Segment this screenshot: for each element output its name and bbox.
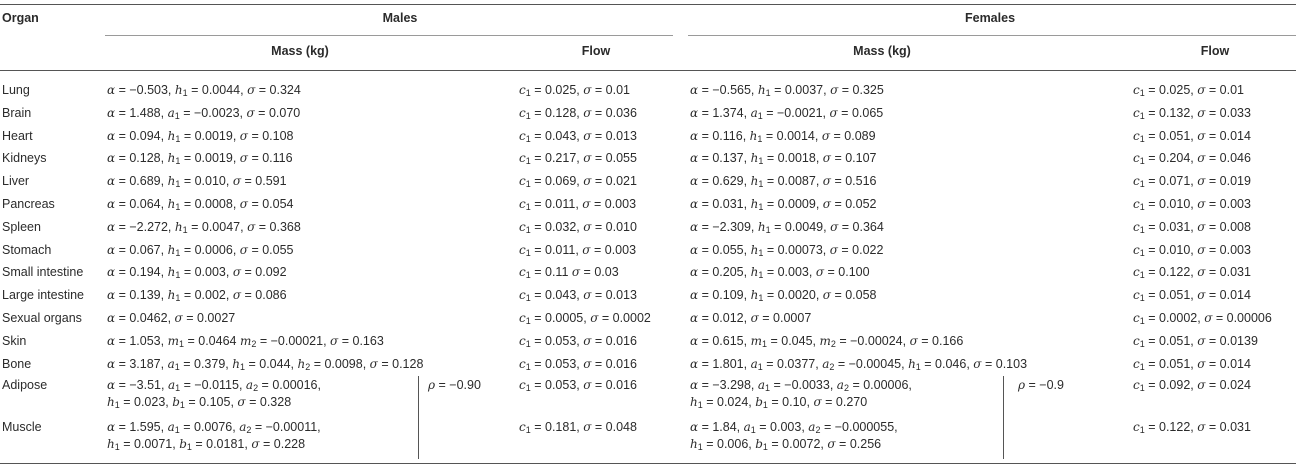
males-mass-params: α = 0.689, $h_1 = 0.010$, σ = 0.591	[107, 174, 287, 190]
females-mass-params: α = 1.374, $a_1 = -0.0021$, σ = 0.065	[690, 105, 884, 121]
females-flow-params: $c_1 = 0.0002$, σ = 0.00006	[1133, 311, 1272, 326]
header-females: Females	[964, 11, 1016, 25]
females-mass-params: α = −0.565, $h_1 = 0.0037$, σ = 0.325	[690, 83, 884, 98]
header-males: Males	[382, 11, 418, 25]
header-females-flow: Flow	[1200, 44, 1230, 58]
females-mass-params: α = 0.615, $m_1 = 0.045$, $m_2 = -0.00024$, σ = 0.166	[690, 333, 964, 349]
organ-name: Liver	[2, 174, 30, 189]
females-flow-params: $c_1 = 0.204$, σ = 0.046	[1133, 151, 1251, 167]
males-flow-params: $c_1 = 0.025$, σ = 0.01	[519, 83, 631, 98]
females-flow-params: $c_1 = 0.122$, σ = 0.031	[1133, 420, 1251, 435]
females-mass-params: α = 0.012, σ = 0.0007	[690, 311, 812, 325]
females-flow-params: $c_1 = 0.051$, σ = 0.014	[1133, 288, 1251, 304]
females-mass-params: α = 0.055, $h_1 = 0.00073$, σ = 0.022	[690, 242, 884, 258]
females-mass-params: $h_1 = 0.024$, $b_1 = 0.10$, σ = 0.270	[690, 395, 868, 410]
males-mass-params: α = −2.272, $h_1 = 0.0047$, σ = 0.368	[107, 219, 301, 235]
females-flow-params: $c_1 = 0.010$, σ = 0.003	[1133, 197, 1251, 212]
males-flow-params: $c_1 = 0.217$, σ = 0.055	[519, 151, 637, 167]
males-mass-params: α = −3.51, $a_1 = -0.0115$, $a_2 = 0.00016$,	[107, 378, 321, 393]
males-mass-params: α = 0.094, $h_1 = 0.0019$, σ = 0.108	[107, 128, 294, 144]
females-flow-params: $c_1 = 0.132$, σ = 0.033	[1133, 105, 1251, 121]
females-mass-params: α = 1.84, $a_1 = 0.003$, $a_2 = -0.000055$,	[690, 420, 898, 435]
rule-males	[105, 35, 673, 36]
males-mass-params: α = 1.053, $m_1 = 0.0464$ $m_2 = -0.00021$, σ = 0.163	[107, 333, 384, 349]
females-mass-params: α = 0.116, $h_1 = 0.0014$, σ = 0.089	[690, 128, 876, 144]
females-flow-params: $c_1 = 0.010$, σ = 0.003	[1133, 242, 1251, 258]
females-flow-params: $c_1 = 0.051$, σ = 0.014	[1133, 128, 1251, 144]
females-flow-params: $c_1 = 0.122$, σ = 0.031	[1133, 265, 1251, 281]
males-flow-params: $c_1 = 0.053$, σ = 0.016	[519, 356, 637, 372]
organ-name: Lung	[2, 83, 30, 97]
females-mass-params: α = 0.137, $h_1 = 0.0018$, σ = 0.107	[690, 151, 877, 167]
females-mass-params: α = 1.801, $a_1 = 0.0377$, $a_2 = -0.00045$, $h_1 = 0.046$, σ = 0.103	[690, 356, 1028, 372]
males-correlation: ρ = −0.90	[428, 378, 481, 392]
rule-females	[688, 35, 1296, 36]
organ-name: Skin	[2, 333, 27, 348]
rule-header	[0, 70, 1296, 71]
males-mass-params: α = −0.503, $h_1 = 0.0044$, σ = 0.324	[107, 83, 301, 98]
females-flow-params: $c_1 = 0.051$, σ = 0.014	[1133, 356, 1251, 372]
males-flow-params: $c_1 = 0.011$, σ = 0.003	[519, 242, 637, 258]
females-mass-params: α = 0.031, $h_1 = 0.0009$, σ = 0.052	[690, 197, 877, 212]
females-flow-params: $c_1 = 0.051$, σ = 0.0139	[1133, 333, 1258, 349]
males-mass-params: α = 0.139, $h_1 = 0.002$, σ = 0.086	[107, 288, 287, 304]
males-flow-params: $c_1 = 0.053$, σ = 0.016	[519, 333, 637, 349]
organ-name: Pancreas	[2, 197, 55, 211]
females-flow-params: $c_1 = 0.092$, σ = 0.024	[1133, 378, 1251, 393]
adipose-muscle-divider-females	[1003, 376, 1004, 459]
organ-name: Heart	[2, 128, 33, 143]
males-flow-params: $c_1 = 0.032$, σ = 0.010	[519, 219, 637, 235]
females-mass-params: α = −2.309, $h_1 = 0.0049$, σ = 0.364	[690, 219, 884, 235]
males-flow-params: $c_1 = 0.069$, σ = 0.021	[519, 174, 637, 190]
males-flow-params: $c_1 = 0.128$, σ = 0.036	[519, 105, 637, 121]
females-correlation: ρ = −0.9	[1018, 378, 1064, 392]
adipose-muscle-divider-males	[418, 376, 419, 459]
organ-name: Muscle	[2, 420, 42, 434]
males-mass-params: $h_1 = 0.0071$, $b_1 = 0.0181$, σ = 0.228	[107, 437, 306, 452]
females-mass-params: $h_1 = 0.006$, $b_1 = 0.0072$, σ = 0.256	[690, 437, 882, 452]
organ-name: Large intestine	[2, 288, 85, 303]
males-mass-params: α = 0.064, $h_1 = 0.0008$, σ = 0.054	[107, 197, 294, 212]
males-mass-params: α = 1.595, $a_1 = 0.0076$, $a_2 = -0.00011$,	[107, 420, 321, 435]
header-males-flow: Flow	[581, 44, 611, 58]
header-males-mass: Mass (kg)	[271, 44, 329, 58]
males-mass-params: α = 0.0462, σ = 0.0027	[107, 311, 236, 325]
males-mass-params: $h_1 = 0.023$, $b_1 = 0.105$, σ = 0.328	[107, 395, 292, 410]
females-mass-params: α = 0.109, $h_1 = 0.0020$, σ = 0.058	[690, 288, 877, 304]
organ-name: Kidneys	[2, 151, 47, 166]
header-organ: Organ	[2, 11, 39, 25]
females-mass-params: α = −3.298, $a_1 = -0.0033$, $a_2 = 0.00006$,	[690, 378, 912, 393]
males-mass-params: α = 0.067, $h_1 = 0.0006$, σ = 0.055	[107, 242, 294, 258]
males-flow-params: $c_1 = 0.11$ σ = 0.03	[519, 265, 619, 281]
males-mass-params: α = 0.128, $h_1 = 0.0019$, σ = 0.116	[107, 151, 293, 167]
organ-name: Small intestine	[2, 265, 84, 280]
organ-name: Brain	[2, 105, 32, 120]
rule-top	[0, 4, 1296, 5]
organ-name: Adipose	[2, 378, 48, 392]
females-flow-params: $c_1 = 0.031$, σ = 0.008	[1133, 219, 1251, 235]
males-mass-params: α = 0.194, $h_1 = 0.003$, σ = 0.092	[107, 265, 287, 281]
females-flow-params: $c_1 = 0.071$, σ = 0.019	[1133, 174, 1251, 190]
header-females-mass: Mass (kg)	[853, 44, 911, 58]
rule-bottom	[0, 463, 1296, 464]
females-flow-params: $c_1 = 0.025$, σ = 0.01	[1133, 83, 1245, 98]
females-mass-params: α = 0.629, $h_1 = 0.0087$, σ = 0.516	[690, 174, 877, 190]
males-flow-params: $c_1 = 0.043$, σ = 0.013	[519, 128, 637, 144]
males-mass-params: α = 3.187, $a_1 = 0.379$, $h_1 = 0.044$, $h_2 = 0.0098$, σ = 0.128	[107, 356, 424, 372]
males-flow-params: $c_1 = 0.0005$, σ = 0.0002	[519, 311, 651, 326]
organ-name: Bone	[2, 356, 32, 371]
organ-name: Sexual organs	[2, 311, 82, 325]
males-mass-params: α = 1.488, $a_1 = -0.0023$, σ = 0.070	[107, 105, 301, 121]
organ-name: Stomach	[2, 242, 52, 257]
males-flow-params: $c_1 = 0.011$, σ = 0.003	[519, 197, 637, 212]
organ-name: Spleen	[2, 219, 41, 234]
males-flow-params: $c_1 = 0.043$, σ = 0.013	[519, 288, 637, 304]
males-flow-params: $c_1 = 0.053$, σ = 0.016	[519, 378, 637, 393]
males-flow-params: $c_1 = 0.181$, σ = 0.048	[519, 420, 637, 435]
females-mass-params: α = 0.205, $h_1 = 0.003$, σ = 0.100	[690, 265, 870, 281]
